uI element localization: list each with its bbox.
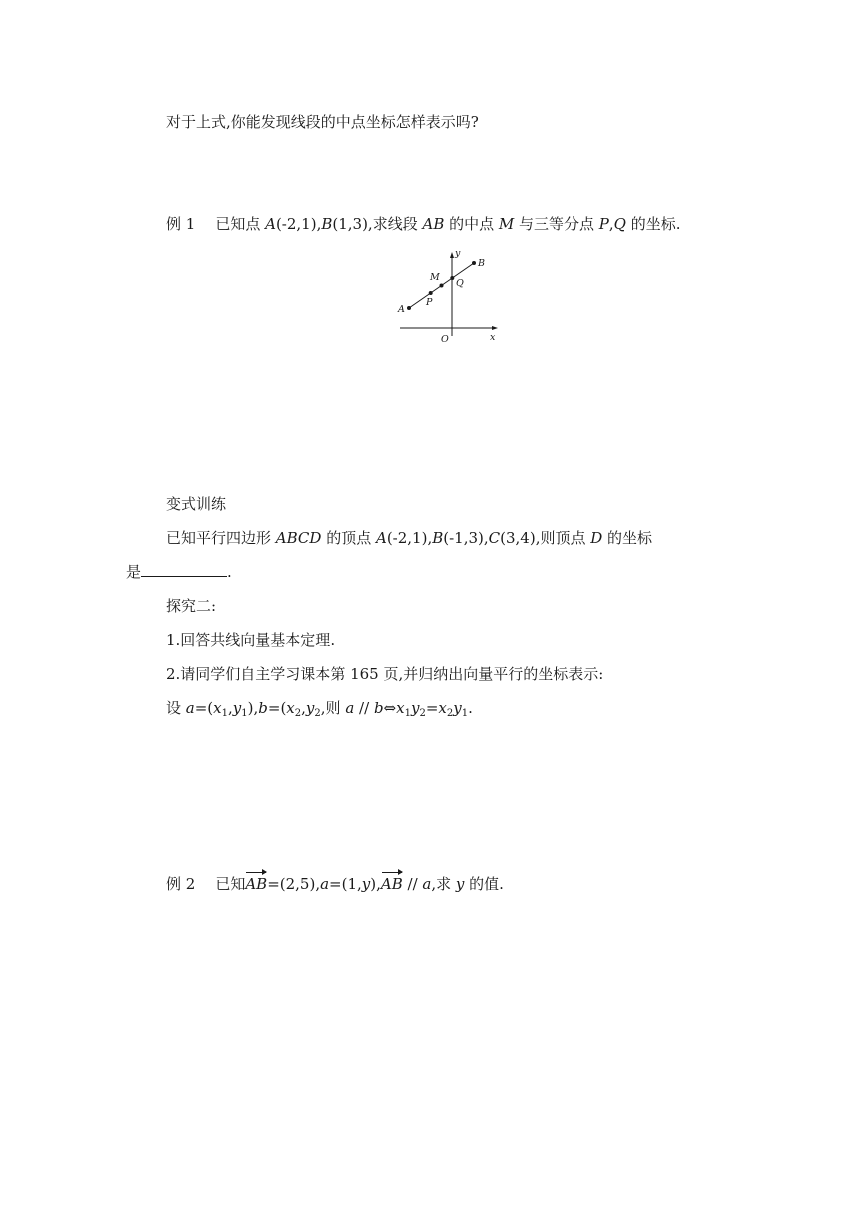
subscript: 2 xyxy=(419,708,426,719)
variant-line-1 xyxy=(166,528,652,548)
text: (-2,1), xyxy=(386,529,433,547)
example-2-head: 例 2 xyxy=(166,875,196,893)
var-y: y xyxy=(361,875,371,893)
question-text: 对于上式,你能发现线段的中点坐标怎样表示吗? xyxy=(166,113,479,131)
subscript: 2 xyxy=(314,708,321,719)
text: 设 xyxy=(166,699,186,717)
point-q-dot xyxy=(450,276,454,280)
vector-b: b xyxy=(373,699,384,717)
subscript: 2 xyxy=(446,708,454,719)
text: 是 xyxy=(126,563,142,581)
subscript: 1 xyxy=(404,708,411,719)
parallel-symbol: // xyxy=(402,875,423,893)
var-y: y xyxy=(455,875,465,893)
text: =( xyxy=(267,699,287,717)
var-y: y xyxy=(305,699,315,717)
text: (3,4),则顶点 xyxy=(500,529,591,547)
y-axis-arrow xyxy=(450,252,454,258)
point-b-dot xyxy=(472,261,476,265)
label-a: A xyxy=(398,304,405,315)
subscript: 1 xyxy=(241,708,248,719)
label-o: O xyxy=(441,334,449,345)
var-x: x xyxy=(286,699,295,717)
text: (-1,3), xyxy=(443,529,489,547)
vector-ab: AB xyxy=(380,875,403,893)
point-a: A xyxy=(375,529,387,547)
point-p-dot xyxy=(429,291,433,295)
text: 与三等分点 xyxy=(514,215,599,233)
text: . xyxy=(468,699,473,717)
label-b: B xyxy=(478,258,485,269)
text: = xyxy=(425,699,439,717)
var-y: y xyxy=(232,699,242,717)
text: =(2,5), xyxy=(267,875,321,893)
point-d: D xyxy=(590,529,603,547)
text: 的顶点 xyxy=(321,529,376,547)
text: =(1, xyxy=(329,875,362,893)
subscript: 1 xyxy=(461,708,469,719)
point-q: Q xyxy=(613,215,626,233)
variant-title: 变式训练 xyxy=(166,495,227,513)
text: (1,3),求线段 xyxy=(332,215,423,233)
text: , xyxy=(228,699,233,717)
example-2 xyxy=(166,874,504,894)
point-a: A xyxy=(265,215,276,233)
point-m: M xyxy=(498,215,515,233)
subscript: 2 xyxy=(294,708,302,719)
var-y: y xyxy=(410,699,420,717)
point-b: B xyxy=(321,215,333,233)
text: 的坐标. xyxy=(625,215,681,233)
var-x: x xyxy=(213,699,222,717)
parallelogram-abcd: ABCD xyxy=(275,529,322,547)
point-c: C xyxy=(488,529,501,547)
label-y: y xyxy=(455,248,461,259)
vector-b: b xyxy=(258,699,268,717)
text: (-2,1), xyxy=(275,215,322,233)
vector-a: a xyxy=(185,699,195,717)
var-x: x xyxy=(396,699,405,717)
point-b: B xyxy=(432,529,444,547)
text: , xyxy=(608,215,614,233)
coordinate-figure xyxy=(390,246,510,346)
text: 已知点 xyxy=(215,215,266,233)
var-x: x xyxy=(438,699,447,717)
iff-symbol: ⇔ xyxy=(383,699,397,717)
text: ,求 xyxy=(431,875,456,893)
text: ), xyxy=(370,875,381,893)
variant-line-2 xyxy=(126,562,232,582)
label-p: P xyxy=(426,297,433,308)
example-1 xyxy=(166,214,681,234)
point-m-dot xyxy=(440,284,444,288)
text: 的坐标 xyxy=(602,529,653,547)
text: 的中点 xyxy=(444,215,499,233)
parallel-condition-formula xyxy=(166,698,473,718)
text: ,则 xyxy=(320,699,346,717)
var-y: y xyxy=(453,699,462,717)
text: ), xyxy=(247,699,259,717)
example-1-head: 例 1 xyxy=(166,215,196,233)
label-x: x xyxy=(490,332,496,343)
text: . xyxy=(227,563,232,581)
x-axis-arrow xyxy=(492,326,498,330)
vector-a: a xyxy=(320,875,330,893)
text: 已知平行四边形 xyxy=(166,529,276,547)
label-q: Q xyxy=(456,278,464,289)
vector-ab: AB xyxy=(245,875,268,893)
vector-a: a xyxy=(422,875,432,893)
vector-a: a xyxy=(345,699,355,717)
text: , xyxy=(301,699,306,717)
answer-blank[interactable] xyxy=(141,562,227,577)
text: =( xyxy=(194,699,214,717)
text: 的值. xyxy=(464,875,504,893)
parallel-symbol: // xyxy=(354,699,374,717)
explore-2-item-2: 2.请同学们自主学习课本第 165 页,并归纳出向量平行的坐标表示: xyxy=(166,665,604,683)
point-p: P xyxy=(598,215,609,233)
segment-ab: AB xyxy=(422,215,445,233)
subscript: 1 xyxy=(221,708,228,719)
explore-2-title: 探究二: xyxy=(166,597,217,615)
explore-2-item-1: 1.回答共线向量基本定理. xyxy=(166,631,336,649)
point-a-dot xyxy=(407,306,411,310)
text: 已知 xyxy=(215,875,246,893)
label-m: M xyxy=(430,272,440,283)
